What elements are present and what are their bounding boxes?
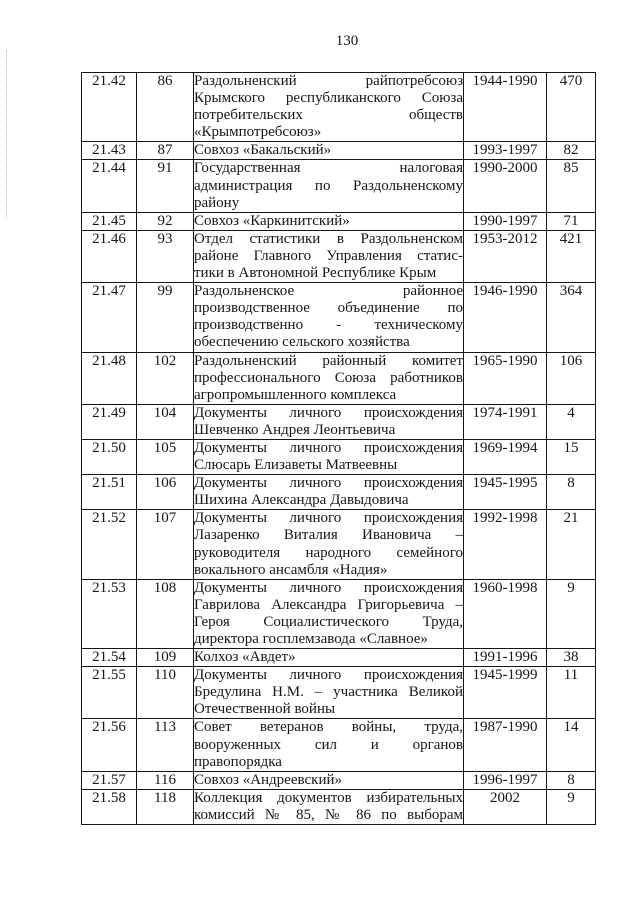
description-line: Бредулина Н.М. – участника Великой [194, 684, 463, 701]
count-cell: 85 [547, 160, 596, 212]
description-line: производственное объединение по [194, 300, 463, 317]
description-line: вооруженных сил и органов [194, 736, 463, 753]
fund-number-cell: 92 [137, 212, 194, 230]
row-index-cell: 21.49 [82, 404, 137, 439]
table-row [82, 649, 596, 667]
description-line: Лазаренко Виталия Ивановича – [194, 527, 463, 544]
years-cell: 1960-1998 [464, 579, 547, 648]
table-row [82, 579, 596, 648]
row-index-cell: 21.44 [82, 160, 137, 212]
table-row [82, 719, 596, 771]
description-line: Документы личного происхождения [194, 667, 463, 684]
row-index-cell: 21.51 [82, 475, 137, 510]
row-index-cell: 21.58 [82, 789, 137, 824]
fund-number-cell: 108 [137, 579, 194, 648]
table-row [82, 404, 596, 439]
description-line: комиссий № 85, № 86 по выборам [194, 806, 463, 823]
description-cell [194, 510, 464, 579]
description-line: руководителя народного семейного [194, 544, 463, 561]
description-cell [194, 352, 464, 404]
description-line: районе Главного Управления статис- [194, 247, 463, 264]
table-row [82, 230, 596, 282]
count-cell: 106 [547, 352, 596, 404]
years-cell: 1965-1990 [464, 352, 547, 404]
description-line: Совхоз «Бакальский» [194, 142, 332, 159]
description-line: «Крымпотребсоюз» [194, 124, 322, 141]
description-line: Слюсарь Елизаветы Матвеевны [194, 457, 398, 474]
table-row [82, 510, 596, 579]
count-cell: 8 [547, 771, 596, 789]
archive-fund-table [81, 72, 596, 825]
description-cell [194, 142, 464, 160]
row-index-cell: 21.47 [82, 283, 137, 352]
description-cell [194, 283, 464, 352]
description-line: Документы личного происхождения [194, 475, 463, 492]
years-cell: 1953-2012 [464, 230, 547, 282]
description-cell [194, 579, 464, 648]
count-cell: 9 [547, 579, 596, 648]
count-cell: 421 [547, 230, 596, 282]
years-cell: 2002 [464, 789, 547, 824]
description-line: Коллекция документов избирательных [194, 789, 463, 806]
years-cell: 1990-2000 [464, 160, 547, 212]
description-line: Героя Социалистического Труда, [194, 613, 463, 630]
description-cell [194, 404, 464, 439]
description-cell [194, 160, 464, 212]
description-line: Государственная налоговая [194, 160, 463, 177]
description-cell [194, 230, 464, 282]
row-index-cell: 21.42 [82, 73, 137, 142]
description-line: вокального ансамбля «Надия» [194, 561, 388, 578]
years-cell: 1944-1990 [464, 73, 547, 142]
fund-number-cell: 104 [137, 404, 194, 439]
description-line: директора госплемзавода «Славное» [194, 631, 428, 647]
fund-number-cell: 110 [137, 667, 194, 719]
description-line: Документы личного происхождения [194, 439, 463, 456]
years-cell: 1990-1997 [464, 212, 547, 230]
description-line: обеспечению сельского хозяйства [194, 334, 410, 351]
description-cell [194, 649, 464, 667]
table-row [82, 439, 596, 474]
fund-number-cell: 106 [137, 475, 194, 510]
years-cell: 1991-1996 [464, 649, 547, 667]
description-line: Документы личного происхождения [194, 404, 463, 421]
table-row [82, 73, 596, 142]
table-row [82, 160, 596, 212]
row-index-cell: 21.48 [82, 352, 137, 404]
count-cell: 470 [547, 73, 596, 142]
description-line: району [194, 194, 240, 211]
years-cell: 1987-1990 [464, 719, 547, 771]
description-line: тики в Автономной Республике Крым [194, 265, 437, 282]
description-line: Отдел статистики в Раздольненском [194, 230, 463, 247]
description-cell [194, 73, 464, 142]
row-index-cell: 21.52 [82, 510, 137, 579]
description-line: Гаврилова Александра Григорьевича – [194, 596, 463, 613]
description-line: Раздольненский райпотребсоюз [194, 73, 463, 89]
years-cell: 1969-1994 [464, 439, 547, 474]
count-cell: 11 [547, 667, 596, 719]
count-cell: 4 [547, 404, 596, 439]
count-cell: 14 [547, 719, 596, 771]
description-line: Шевченко Андрея Леонтьевича [194, 421, 396, 438]
archive-table-body [82, 73, 596, 825]
description-cell [194, 439, 464, 474]
row-index-cell: 21.53 [82, 579, 137, 648]
row-index-cell: 21.54 [82, 649, 137, 667]
fund-number-cell: 113 [137, 719, 194, 771]
description-line: Шихина Александра Давыдовича [194, 492, 409, 509]
count-cell: 9 [547, 789, 596, 824]
description-line: Раздольненский районный комитет [194, 352, 463, 369]
fund-number-cell: 109 [137, 649, 194, 667]
description-line: агропромышленного комплекса [194, 386, 397, 403]
description-cell [194, 475, 464, 510]
row-index-cell: 21.55 [82, 667, 137, 719]
row-index-cell: 21.50 [82, 439, 137, 474]
row-index-cell: 21.56 [82, 719, 137, 771]
fund-number-cell: 116 [137, 771, 194, 789]
description-line: Совхоз «Каркинитский» [194, 212, 350, 229]
count-cell: 364 [547, 283, 596, 352]
table-row [82, 771, 596, 789]
table-row [82, 475, 596, 510]
table-row [82, 667, 596, 719]
years-cell: 1993-1997 [464, 142, 547, 160]
fund-number-cell: 93 [137, 230, 194, 282]
fund-number-cell: 99 [137, 283, 194, 352]
description-cell [194, 667, 464, 719]
description-line: Документы личного происхождения [194, 579, 463, 596]
years-cell: 1974-1991 [464, 404, 547, 439]
description-line: потребительских обществ [194, 107, 463, 124]
count-cell: 38 [547, 649, 596, 667]
fund-number-cell: 118 [137, 789, 194, 824]
table-row [82, 352, 596, 404]
table-row [82, 789, 596, 824]
years-cell: 1996-1997 [464, 771, 547, 789]
count-cell: 82 [547, 142, 596, 160]
scan-artifact-dots [6, 50, 7, 218]
description-line: правопорядка [194, 753, 282, 770]
years-cell: 1945-1999 [464, 667, 547, 719]
row-index-cell: 21.43 [82, 142, 137, 160]
count-cell: 21 [547, 510, 596, 579]
count-cell: 15 [547, 439, 596, 474]
description-line: Документы личного происхождения [194, 510, 463, 527]
table-row [82, 142, 596, 160]
description-line: производственно - техническому [194, 317, 463, 334]
fund-number-cell: 86 [137, 73, 194, 142]
description-line: Колхоз «Авдет» [194, 649, 296, 666]
fund-number-cell: 87 [137, 142, 194, 160]
count-cell: 8 [547, 475, 596, 510]
description-line: администрация по Раздольненскому [194, 177, 463, 194]
description-cell [194, 789, 464, 824]
description-cell [194, 771, 464, 789]
table-row [82, 212, 596, 230]
row-index-cell: 21.57 [82, 771, 137, 789]
row-index-cell: 21.46 [82, 230, 137, 282]
description-cell [194, 719, 464, 771]
description-cell [194, 212, 464, 230]
description-line: Совхоз «Андреевский» [194, 771, 342, 788]
description-line: профессионального Союза работников [194, 369, 463, 386]
row-index-cell: 21.45 [82, 212, 137, 230]
page-number: 130 [335, 33, 359, 49]
fund-number-cell: 91 [137, 160, 194, 212]
description-line: Крымского республиканского Союза [194, 90, 463, 107]
years-cell: 1992-1998 [464, 510, 547, 579]
count-cell: 71 [547, 212, 596, 230]
fund-number-cell: 107 [137, 510, 194, 579]
fund-number-cell: 105 [137, 439, 194, 474]
table-row [82, 283, 596, 352]
years-cell: 1946-1990 [464, 283, 547, 352]
fund-number-cell: 102 [137, 352, 194, 404]
description-line: Отечественной войны [194, 701, 336, 718]
years-cell: 1945-1995 [464, 475, 547, 510]
description-line: Совет ветеранов войны, труда, [194, 719, 463, 736]
description-line: Раздольненское районное [194, 283, 463, 300]
